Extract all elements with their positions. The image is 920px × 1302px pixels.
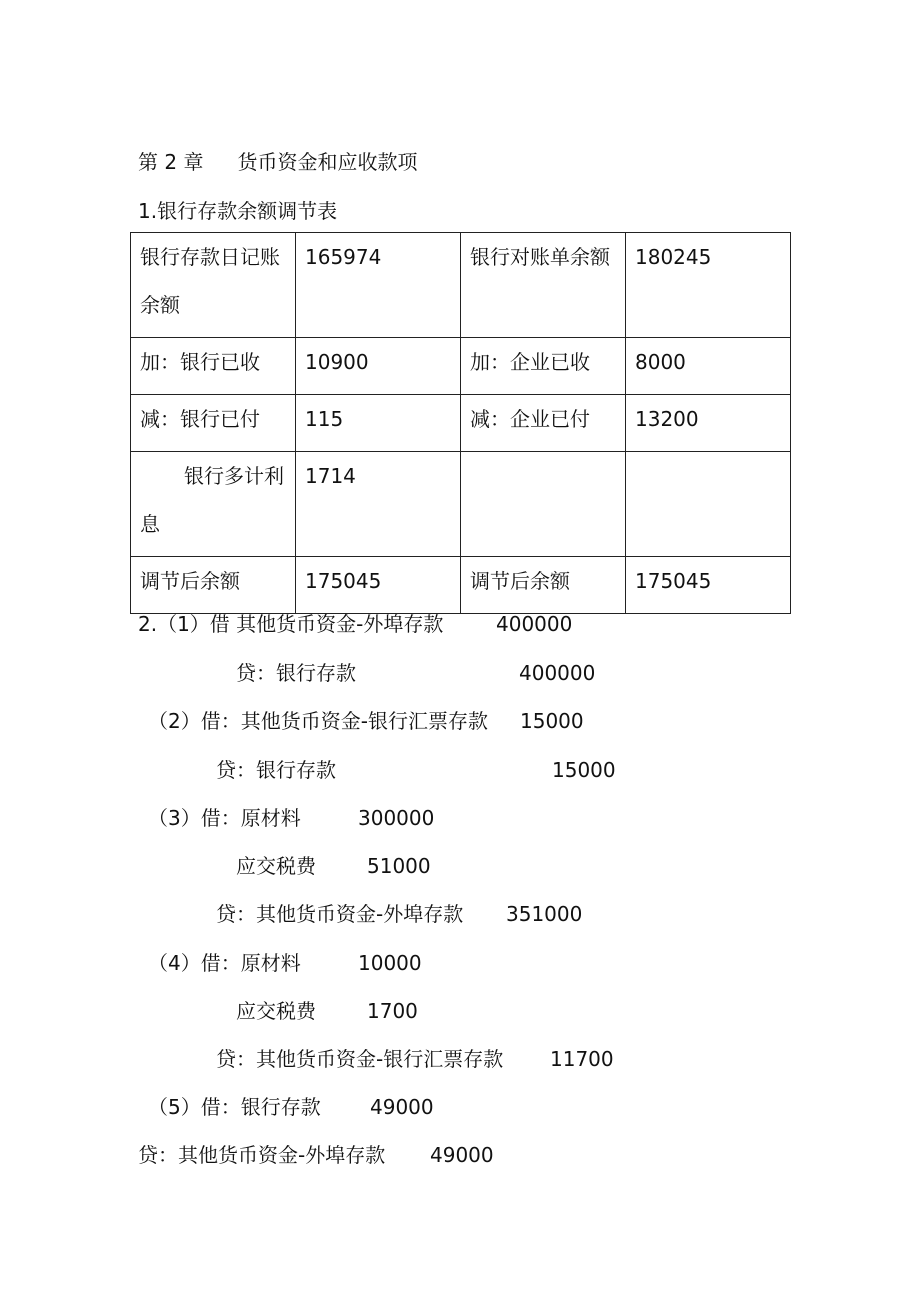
table-cell [626,452,791,557]
table-cell: 调节后余额 [461,557,626,614]
entry-amount: 49000 [370,1095,434,1119]
chapter-heading [138,148,417,176]
entry-text: 应交税费 [236,999,316,1023]
journal-entry [236,852,431,880]
entry-amount: 11700 [550,1047,614,1071]
table-cell: 银行对账单余额 [461,233,626,338]
table-cell: 调节后余额 [131,557,296,614]
journal-entry [138,1141,494,1169]
journal-entry [236,997,418,1025]
entry-amount: 300000 [358,806,435,830]
table-cell: 13200 [626,395,791,452]
entry-amount: 10000 [358,951,422,975]
table-cell: 加：银行已收 [131,338,296,395]
table-cell: 银行存款日记账余额 [131,233,296,338]
table-cell: 180245 [626,233,791,338]
table-cell: 165974 [296,233,461,338]
table-cell: 115 [296,395,461,452]
entry-amount: 51000 [367,854,431,878]
journal-entry [236,659,596,687]
table-row [131,233,791,338]
chapter-number: 第 2 章 [138,150,204,174]
table-cell: 减：企业已付 [461,395,626,452]
section-heading: 1.银行存款余额调节表 [138,199,338,223]
journal-entry [216,1045,614,1073]
journal-entry [148,804,435,832]
entry-amount: 1700 [367,999,418,1023]
table-row [131,452,791,557]
journal-entry [148,1093,434,1121]
table-cell: 175045 [296,557,461,614]
entry-text: （3）借：原材料 [148,806,301,830]
entry-amount: 400000 [496,612,573,636]
journal-entry [148,949,422,977]
table-row [131,338,791,395]
table-cell: 10900 [296,338,461,395]
entry-text: 贷：其他货币资金-外埠存款 [138,1143,386,1167]
entry-text: （2）借：其他货币资金-银行汇票存款 [148,709,488,733]
table-cell: 银行多计利息 [131,452,296,557]
entry-amount: 400000 [519,661,596,685]
table-cell: 减：银行已付 [131,395,296,452]
entry-text: 2.（1）借 其他货币资金-外埠存款 [138,612,444,636]
entry-text: 贷：银行存款 [216,758,336,782]
table-cell: 1714 [296,452,461,557]
entry-text: 贷：其他货币资金-外埠存款 [216,902,464,926]
entry-amount: 15000 [520,709,584,733]
entry-text: 贷：银行存款 [236,661,356,685]
table-cell [461,452,626,557]
entry-text: （5）借：银行存款 [148,1095,321,1119]
table-row [131,557,791,614]
entry-amount: 15000 [552,758,616,782]
entry-text: 应交税费 [236,854,316,878]
journal-entry [138,610,573,638]
entry-amount: 49000 [430,1143,494,1167]
entry-text: （4）借：原材料 [148,951,301,975]
journal-entry [216,900,583,928]
table-cell: 8000 [626,338,791,395]
entry-text: 贷：其他货币资金-银行汇票存款 [216,1047,504,1071]
entry-amount: 351000 [506,902,583,926]
chapter-title: 货币资金和应收款项 [237,150,418,174]
table-cell: 175045 [626,557,791,614]
bank-reconciliation-table [130,232,791,614]
journal-entry [148,707,584,735]
journal-entry [216,756,616,784]
table-row [131,395,791,452]
table-cell: 加：企业已收 [461,338,626,395]
